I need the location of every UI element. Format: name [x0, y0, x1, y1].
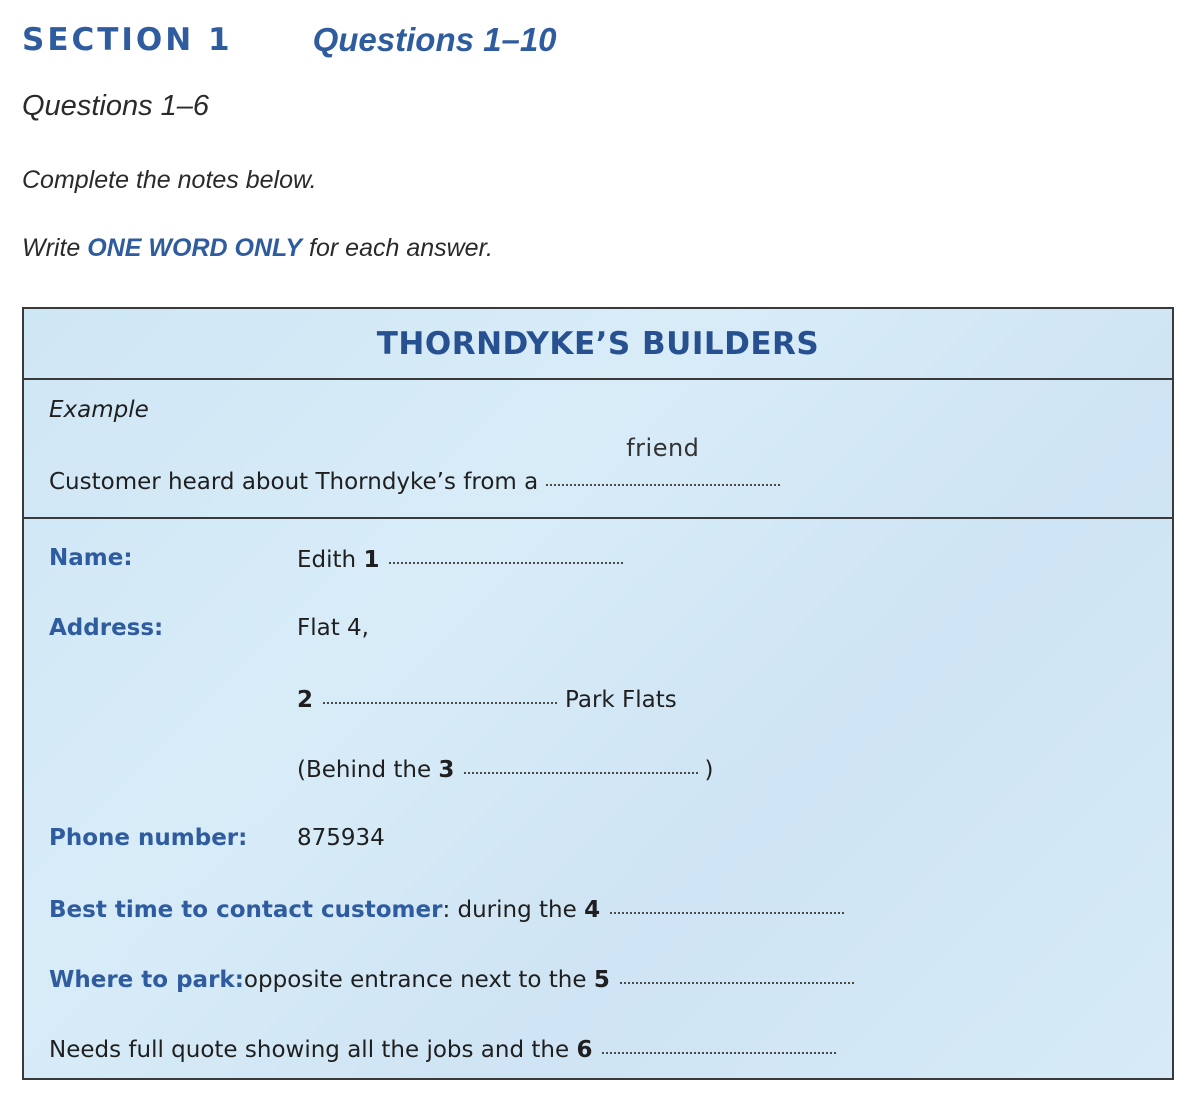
example-divider — [24, 517, 1172, 519]
example-answer-blank — [546, 434, 780, 495]
instruction-prefix: Write — [22, 234, 88, 262]
example-label: Example — [49, 397, 149, 423]
name-value: Edith — [297, 547, 357, 573]
title-divider — [24, 378, 1172, 380]
answer-blank-2[interactable] — [323, 682, 557, 704]
instruction-complete-notes: Complete the notes below. — [22, 166, 317, 194]
name-label-row — [49, 545, 133, 571]
section-label: SECTION 1 — [22, 22, 233, 58]
address-line1-row — [297, 615, 369, 641]
question-number-1: 1 — [363, 547, 380, 573]
example-dotted-line — [546, 464, 780, 486]
question-number-5: 5 — [593, 967, 610, 993]
address-line3-prefix: (Behind the — [297, 757, 432, 783]
answer-blank-5[interactable] — [620, 962, 854, 984]
best-time-row — [49, 895, 844, 923]
phone-label: Phone number: — [49, 825, 248, 851]
address-label-row — [49, 615, 163, 641]
notes-box — [22, 307, 1174, 1080]
section-questions-range: Questions 1–10 — [312, 21, 557, 58]
example-sentence: Customer heard about Thorndyke’s from a — [49, 469, 539, 495]
answer-blank-1[interactable] — [389, 542, 623, 564]
phone-value: 875934 — [297, 825, 385, 851]
quote-text: Needs full quote showing all the jobs and the — [49, 1037, 570, 1063]
example-answer: friend — [626, 434, 700, 462]
question-number-2: 2 — [297, 687, 314, 713]
section-heading — [22, 18, 557, 62]
question-number-6: 6 — [576, 1037, 593, 1063]
instruction-emphasis: ONE WORD ONLY — [87, 234, 303, 262]
example-sentence-row — [49, 434, 780, 495]
parking-row — [49, 965, 854, 993]
best-time-label: Best time to contact customer — [49, 897, 443, 923]
parking-text: opposite entrance next to the — [243, 967, 587, 993]
notes-title: THORNDYKE’S BUILDERS — [376, 326, 820, 362]
question-number-3: 3 — [438, 757, 455, 783]
address-label: Address: — [49, 615, 164, 641]
name-label: Name: — [49, 545, 133, 571]
address-line2-row — [297, 685, 677, 713]
address-line3-row — [297, 755, 713, 783]
example-label-row — [49, 397, 149, 423]
address-line3-suffix: ) — [704, 757, 714, 783]
question-number-4: 4 — [584, 897, 601, 923]
quote-row — [49, 1035, 836, 1063]
phone-value-row — [297, 825, 385, 851]
address-line1: Flat 4, — [297, 615, 369, 641]
answer-blank-3[interactable] — [464, 752, 698, 774]
instruction-suffix: for each answer. — [302, 234, 493, 262]
best-time-text: : during the — [442, 897, 577, 923]
name-value-row — [297, 545, 623, 573]
phone-label-row — [49, 825, 247, 851]
instruction-word-limit — [22, 234, 493, 263]
address-line2-suffix: Park Flats — [565, 687, 677, 713]
answer-blank-6[interactable] — [602, 1032, 836, 1054]
parking-label: Where to park: — [49, 967, 244, 993]
questions-subheading: Questions 1–6 — [22, 90, 210, 122]
answer-blank-4[interactable] — [610, 892, 844, 914]
